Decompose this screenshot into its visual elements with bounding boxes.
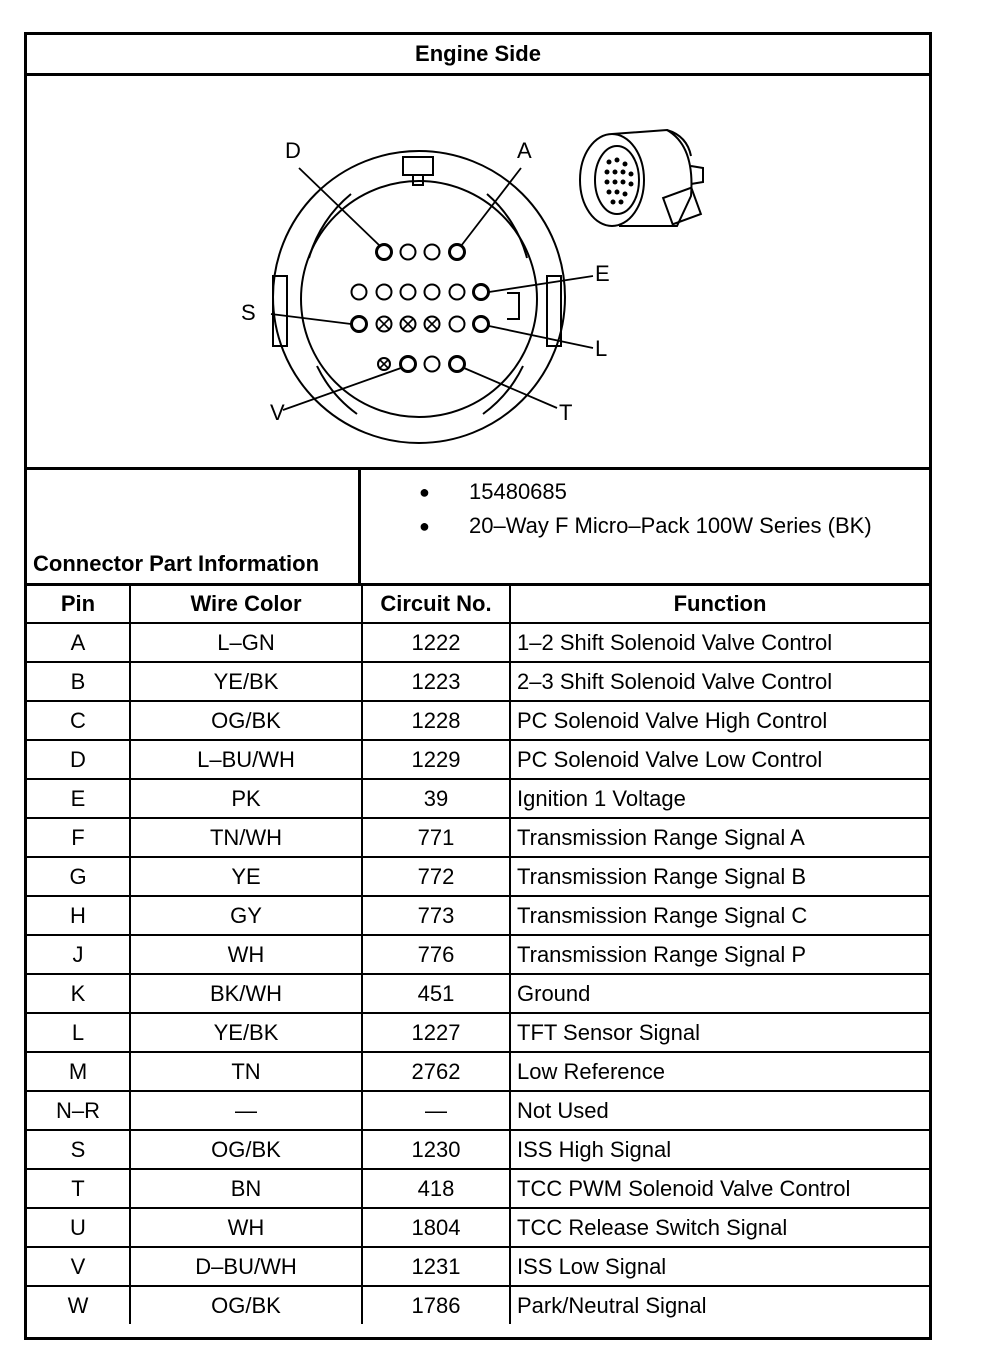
label-t: T bbox=[559, 400, 573, 425]
cell-function: PC Solenoid Valve Low Control bbox=[510, 740, 929, 779]
table-row bbox=[27, 1169, 929, 1208]
table-row bbox=[27, 974, 929, 1013]
cell-pin: N–R bbox=[27, 1091, 130, 1130]
table-row bbox=[27, 1208, 929, 1247]
cell-wire-color: YE/BK bbox=[130, 1013, 362, 1052]
header-function: Function bbox=[510, 585, 929, 623]
cell-function: ISS Low Signal bbox=[510, 1247, 929, 1286]
cell-pin: A bbox=[27, 623, 130, 662]
table-row bbox=[27, 1052, 929, 1091]
cell-function: Ground bbox=[510, 974, 929, 1013]
cell-circuit: 418 bbox=[362, 1169, 510, 1208]
pin-e bbox=[474, 285, 489, 300]
cell-wire-color: GY bbox=[130, 896, 362, 935]
cell-circuit: 773 bbox=[362, 896, 510, 935]
pin-d bbox=[377, 245, 392, 260]
table-row bbox=[27, 1130, 929, 1169]
pin-t bbox=[450, 357, 465, 372]
cell-function: Not Used bbox=[510, 1091, 929, 1130]
cell-circuit: 1229 bbox=[362, 740, 510, 779]
label-a: A bbox=[517, 138, 532, 163]
cell-circuit: 1804 bbox=[362, 1208, 510, 1247]
bullet-icon: ● bbox=[419, 516, 430, 536]
pin-v bbox=[401, 357, 416, 372]
cell-function: Low Reference bbox=[510, 1052, 929, 1091]
cell-wire-color: BK/WH bbox=[130, 974, 362, 1013]
cell-wire-color: YE bbox=[130, 857, 362, 896]
table-row bbox=[27, 662, 929, 701]
cell-pin: B bbox=[27, 662, 130, 701]
table-row bbox=[27, 1247, 929, 1286]
cell-circuit: 1228 bbox=[362, 701, 510, 740]
connector-part-info bbox=[27, 469, 929, 586]
connector-face-svg bbox=[27, 76, 929, 467]
cell-function: TCC Release Switch Signal bbox=[510, 1208, 929, 1247]
cell-function: Transmission Range Signal A bbox=[510, 818, 929, 857]
connector-3d-icon bbox=[580, 130, 703, 226]
cell-wire-color: WH bbox=[130, 935, 362, 974]
cell-pin: D bbox=[27, 740, 130, 779]
cell-function: TCC PWM Solenoid Valve Control bbox=[510, 1169, 929, 1208]
cell-pin: C bbox=[27, 701, 130, 740]
connector-key bbox=[403, 157, 433, 175]
label-l: L bbox=[595, 336, 608, 361]
table-row bbox=[27, 1286, 929, 1324]
cell-function: TFT Sensor Signal bbox=[510, 1013, 929, 1052]
bullet-icon: ● bbox=[419, 482, 430, 502]
header-circuit: Circuit No. bbox=[362, 585, 510, 623]
cell-circuit: 1222 bbox=[362, 623, 510, 662]
cell-pin: H bbox=[27, 896, 130, 935]
connector-info-list: ● 15480685 ● 20–Way F Micro–Pack 100W Series (BK) bbox=[363, 469, 929, 583]
table-row bbox=[27, 857, 929, 896]
cell-circuit: 2762 bbox=[362, 1052, 510, 1091]
table-row bbox=[27, 818, 929, 857]
header-pin: Pin bbox=[27, 585, 130, 623]
cell-circuit: 1223 bbox=[362, 662, 510, 701]
connector-sheet bbox=[24, 32, 932, 1340]
cell-pin: S bbox=[27, 1130, 130, 1169]
cell-function: Transmission Range Signal B bbox=[510, 857, 929, 896]
cell-pin: M bbox=[27, 1052, 130, 1091]
pinout-table bbox=[27, 585, 929, 1324]
pin-s bbox=[352, 317, 367, 332]
table-row bbox=[27, 896, 929, 935]
table-header-row bbox=[27, 585, 929, 623]
cell-pin: L bbox=[27, 1013, 130, 1052]
cell-wire-color: L–BU/WH bbox=[130, 740, 362, 779]
cell-function: ISS High Signal bbox=[510, 1130, 929, 1169]
cell-pin: J bbox=[27, 935, 130, 974]
cell-pin: T bbox=[27, 1169, 130, 1208]
table-row bbox=[27, 701, 929, 740]
cell-circuit: 1230 bbox=[362, 1130, 510, 1169]
cell-pin: E bbox=[27, 779, 130, 818]
cell-pin: K bbox=[27, 974, 130, 1013]
cell-wire-color: OG/BK bbox=[130, 1286, 362, 1324]
connector-info-label-cell bbox=[27, 469, 361, 583]
connector-info-label: Connector Part Information bbox=[33, 551, 320, 576]
cell-wire-color: PK bbox=[130, 779, 362, 818]
cell-wire-color: — bbox=[130, 1091, 362, 1130]
cell-pin: W bbox=[27, 1286, 130, 1324]
cell-circuit: 772 bbox=[362, 857, 510, 896]
cell-function: Transmission Range Signal P bbox=[510, 935, 929, 974]
cell-circuit: 1786 bbox=[362, 1286, 510, 1324]
table-row bbox=[27, 1091, 929, 1130]
table-row bbox=[27, 935, 929, 974]
cell-wire-color: WH bbox=[130, 1208, 362, 1247]
cell-pin: V bbox=[27, 1247, 130, 1286]
pin-a bbox=[450, 245, 465, 260]
cell-function: Park/Neutral Signal bbox=[510, 1286, 929, 1324]
cell-function: Transmission Range Signal C bbox=[510, 896, 929, 935]
cell-circuit: 776 bbox=[362, 935, 510, 974]
label-d: D bbox=[285, 138, 301, 163]
cell-wire-color: D–BU/WH bbox=[130, 1247, 362, 1286]
label-s: S bbox=[241, 300, 256, 325]
pin-l bbox=[474, 317, 489, 332]
cell-pin: U bbox=[27, 1208, 130, 1247]
cell-function: Ignition 1 Voltage bbox=[510, 779, 929, 818]
table-row bbox=[27, 740, 929, 779]
connector-outer-ring bbox=[273, 151, 565, 443]
cell-function: 1–2 Shift Solenoid Valve Control bbox=[510, 623, 929, 662]
connector-inner-ring bbox=[301, 181, 537, 417]
table-row bbox=[27, 623, 929, 662]
table-row bbox=[27, 1013, 929, 1052]
cell-function: PC Solenoid Valve High Control bbox=[510, 701, 929, 740]
table-row bbox=[27, 779, 929, 818]
cell-wire-color: L–GN bbox=[130, 623, 362, 662]
cell-pin: F bbox=[27, 818, 130, 857]
cell-wire-color: OG/BK bbox=[130, 701, 362, 740]
cell-circuit: 771 bbox=[362, 818, 510, 857]
cell-pin: G bbox=[27, 857, 130, 896]
connector-diagram bbox=[27, 76, 929, 470]
label-v: V bbox=[270, 400, 285, 425]
cell-wire-color: TN/WH bbox=[130, 818, 362, 857]
housing-arc bbox=[309, 194, 351, 258]
cell-function: 2–3 Shift Solenoid Valve Control bbox=[510, 662, 929, 701]
cell-wire-color: TN bbox=[130, 1052, 362, 1091]
cell-circuit: 39 bbox=[362, 779, 510, 818]
cell-circuit: 1227 bbox=[362, 1013, 510, 1052]
label-e: E bbox=[595, 261, 610, 286]
cell-wire-color: OG/BK bbox=[130, 1130, 362, 1169]
header-wire-color: Wire Color bbox=[130, 585, 362, 623]
cell-circuit: 451 bbox=[362, 974, 510, 1013]
cell-circuit: — bbox=[362, 1091, 510, 1130]
cell-wire-color: BN bbox=[130, 1169, 362, 1208]
cell-circuit: 1231 bbox=[362, 1247, 510, 1286]
page-title: Engine Side bbox=[27, 35, 929, 76]
cell-wire-color: YE/BK bbox=[130, 662, 362, 701]
